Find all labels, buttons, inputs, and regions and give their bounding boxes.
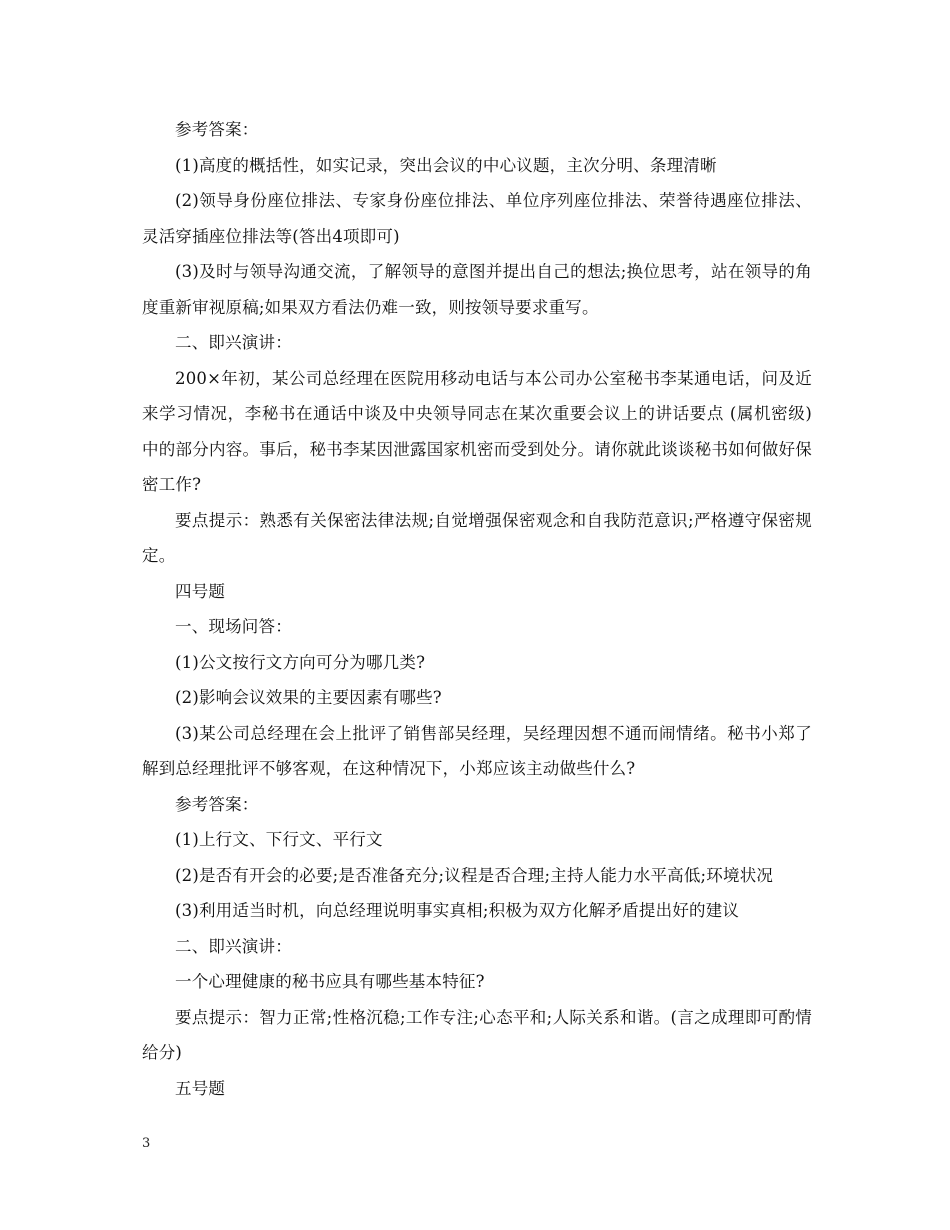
paragraph-speech-heading-2: 二、即兴演讲：	[175, 936, 292, 956]
paragraph-answer-4-1: (1)上行文、下行文、平行文	[175, 830, 383, 849]
paragraph-qa-heading: 一、现场问答：	[175, 617, 292, 636]
paragraph-answer-heading: 参考答案：	[175, 120, 259, 139]
paragraph-speech-hints-2: 要点提示：智力正常;性格沉稳;工作专注;心态平和;人际关系和谐。(言之成理即可酌情给分)	[142, 1007, 812, 1062]
paragraph-speech-hints: 要点提示：熟悉有关保密法律法规;自觉增强保密观念和自我防范意识;严格遵守保密规定。	[142, 510, 812, 565]
paragraph-answer-4-2: (2)是否有开会的必要;是否准备充分;议程是否合理;主持人能力水平高低;环境状况	[175, 865, 774, 885]
paragraph-speech-scenario: 200×年初，某公司总经理在医院用移动电话与本公司办公室秘书李某通电话，问及近来学习情况，李秘书在通话中谈及中央领导同志在某次重要会议上的讲话要点 (属机密级)中的部分内容。事后，秘书李某因泄露国家机密而受到处分。请你就此谈谈秘书如何做好保密工作?	[142, 368, 812, 494]
paragraph-question-4-title: 四号题	[175, 581, 226, 601]
paragraph-speech-heading: 二、即兴演讲：	[175, 333, 292, 352]
paragraph-answer-1: (1)高度的概括性，如实记录，突出会议的中心议题，主次分明、条理清晰	[175, 155, 717, 175]
paragraph-answer-2: (2)领导身份座位排法、专家身份座位排法、单位序列座位排法、荣誉待遇座位排法、灵活穿插座位排法等(答出4项即可)	[142, 191, 812, 246]
paragraph-speech-question-2: 一个心理健康的秘书应具有哪些基本特征?	[175, 972, 485, 991]
page-number: 3	[142, 1136, 151, 1151]
paragraph-question-2: (2)影响会议效果的主要因素有哪些?	[175, 688, 442, 707]
paragraph-question-3: (3)某公司总经理在会上批评了销售部吴经理，吴经理因想不通而闹情绪。秘书小郑了解到总经理批评不够客观，在这种情况下，小郑应该主动做些什么?	[142, 723, 812, 778]
document-body	[142, 112, 812, 1106]
paragraph-answer-4-3: (3)利用适当时机，向总经理说明事实真相;积极为双方化解矛盾提出好的建议	[175, 901, 740, 920]
paragraph-question-1: (1)公文按行文方向可分为哪几类?	[175, 652, 426, 672]
paragraph-question-5-title: 五号题	[175, 1078, 226, 1098]
paragraph-answer-heading-2: 参考答案：	[175, 794, 259, 814]
paragraph-answer-3: (3)及时与领导沟通交流，了解领导的意图并提出自己的想法;换位思考，站在领导的角度重新审视原稿;如果双方看法仍难一致，则按领导要求重写。	[142, 262, 812, 317]
